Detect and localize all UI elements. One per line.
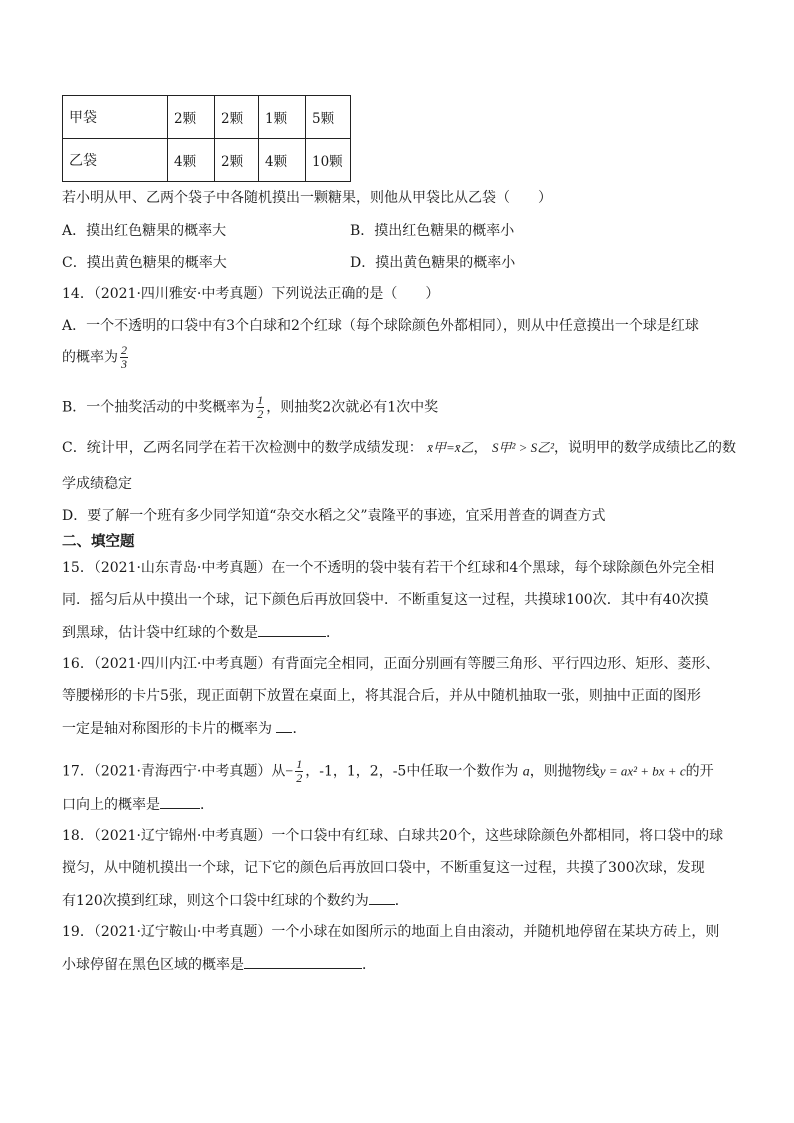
answer-blank[interactable] (244, 954, 362, 969)
q18-line2: 搅匀，从中随机摸出一个球，记下它的颜色后再放回口袋中，不断重复这一过程，共摸了300次球，发现 (62, 860, 705, 876)
q18-line3 (62, 890, 409, 911)
q17-line2-text: 口向上的概率是 (62, 797, 160, 813)
q19-line2-end: ． (362, 957, 376, 973)
table-cell: 乙袋 (63, 139, 168, 182)
q14-option-a-text: 的概率为 (62, 349, 118, 366)
fraction (295, 758, 303, 785)
q17-mid2: ，则抛物线 (529, 763, 600, 780)
fraction (256, 394, 264, 421)
q19-line2-text: 小球停留在黑色区域的概率是 (62, 957, 244, 973)
q16-line3-text: 一定是轴对称图形的卡片的概率为 (62, 721, 272, 737)
q16-line2: 等腰梯形的卡片5张，现正面朝下放置在桌面上，将其混合后，并从中随机抽取一张，则抽中正面的图形 (62, 688, 701, 704)
fraction-denominator: 2 (296, 771, 303, 785)
q14-option-b-post: ，则抽奖2次就必有1次中奖 (266, 399, 439, 416)
fraction-numerator: 2 (121, 343, 127, 357)
variance-inequality: S甲² > S乙² (491, 440, 555, 455)
q15-line2: 同．摇匀后从中摸出一个球，记下颜色后再放回袋中．不断重复这一过程，共摸球100次．其中有40次摸 (62, 592, 709, 608)
q17-pre: 17．（2021·青海西宁·中考真题）从 (62, 763, 286, 780)
q19-line2 (62, 954, 376, 975)
q14-stem: 14．（2021·四川雅安·中考真题）下列说法正确的是（ ） (62, 286, 440, 302)
q13-stem: 若小明从甲、乙两个袋子中各随机摸出一颗糖果，则他从甲袋比从乙袋（ ） (62, 190, 552, 206)
table-row (63, 96, 351, 139)
q16-line1: 16．（2021·四川内江·中考真题）有背面完全相同，正面分别画有等腰三角形、平行四边形、矩形、菱形、 (62, 656, 720, 672)
q17-line2-end: ． (200, 797, 214, 813)
fraction (120, 344, 128, 371)
q17-mid: ，-1，1，2，-5中任取一个数作为 (305, 763, 519, 780)
fraction-denominator: 3 (121, 357, 127, 371)
table-row (63, 139, 351, 182)
parabola-formula: y = ax² + bx + c (599, 763, 686, 779)
q14-option-c-line2: 学成绩稳定 (62, 476, 132, 492)
mean-equality: x̄甲=x̄乙 (427, 440, 474, 455)
q14-option-c-line1: C．统计甲，乙两名同学在若干次检测中的数学成绩发现： x̄甲=x̄乙， S甲² > S乙²，说明甲的数学成绩比乙的数 (62, 440, 737, 456)
table-cell: 1颗 (259, 96, 306, 139)
q13-option-d: D．摸出黄色糖果的概率小 (350, 255, 516, 271)
q14-option-a-line1: A．一个不透明的口袋中有3个白球和2个红球（每个球除颜色外都相同），则从中任意摸出一个球是红球 (62, 318, 699, 334)
table-cell: 5颗 (306, 96, 351, 139)
q14-option-a-line2 (62, 344, 130, 371)
q17-post: 的开 (685, 763, 714, 780)
q17-line2 (62, 794, 214, 815)
q14-option-c-pre: C．统计甲，乙两名同学在若干次检测中的数学成绩发现： (62, 440, 423, 456)
table-cell: 2颗 (215, 96, 259, 139)
q15-line1: 15．（2021·山东青岛·中考真题）在一个不透明的袋中装有若干个红球和4个黑球，每个球除颜色外完全相 (62, 560, 715, 576)
answer-blank[interactable] (369, 890, 395, 905)
q18-line3-text: 有120次摸到红球，则这个口袋中红球的个数约为 (62, 893, 369, 909)
table-cell: 2颗 (168, 96, 215, 139)
q16-line3 (62, 718, 306, 739)
fraction-numerator: 1 (257, 393, 264, 407)
table-cell: 4颗 (168, 139, 215, 182)
q14-option-b (62, 394, 438, 421)
q18-line1: 18．（2021·辽宁锦州·中考真题）一个口袋中有红球、白球共20个，这些球除颜色外都相同，将口袋中的球 (62, 828, 724, 844)
fraction-denominator: 2 (257, 407, 264, 421)
q15-line3-text: 到黑球，估计袋中红球的个数是 (62, 625, 258, 641)
q13-option-c: C．摸出黄色糖果的概率大 (62, 255, 227, 271)
q14-option-d: D．要了解一个班有多少同学知道“杂交水稻之父”袁隆平的事迹，宜采用普查的调查方式 (62, 508, 606, 524)
q13-option-b: B．摸出红色糖果的概率小 (350, 223, 515, 239)
q17-line1: 17．（2021·青海西宁·中考真题）从− $\frac{1}{2}$ ，-1，1，2，-5中任取一个数作为 a，则抛物线y = ax² + bx + c的开 (62, 757, 714, 785)
candy-table (62, 95, 351, 182)
q16-line3-end: ． (292, 721, 307, 737)
q15-line3 (62, 622, 340, 643)
answer-blank[interactable] (160, 794, 200, 809)
table-cell: 甲袋 (63, 96, 168, 139)
q14-option-b-pre: B．一个抽奖活动的中奖概率为 (62, 399, 255, 416)
q13-option-a: A．摸出红色糖果的概率大 (62, 223, 227, 239)
variable-a: a (522, 764, 530, 780)
answer-blank[interactable] (258, 622, 326, 637)
section-title: 二、填空题 (62, 534, 135, 550)
answer-blank[interactable] (276, 718, 292, 733)
q18-line3-end: ． (394, 893, 409, 909)
fraction-numerator: 1 (296, 757, 303, 771)
table-cell: 2颗 (215, 139, 259, 182)
table-cell: 10颗 (306, 139, 351, 182)
table-cell: 4颗 (259, 139, 306, 182)
q19-line1: 19．（2021·辽宁鞍山·中考真题）一个小球在如图所示的地面上自由滚动，并随机地停留在某块方砖上，则 (62, 924, 720, 940)
q15-line3-end: ． (326, 625, 340, 641)
q14-option-c-post: ，说明甲的数学成绩比乙的数 (554, 440, 737, 456)
